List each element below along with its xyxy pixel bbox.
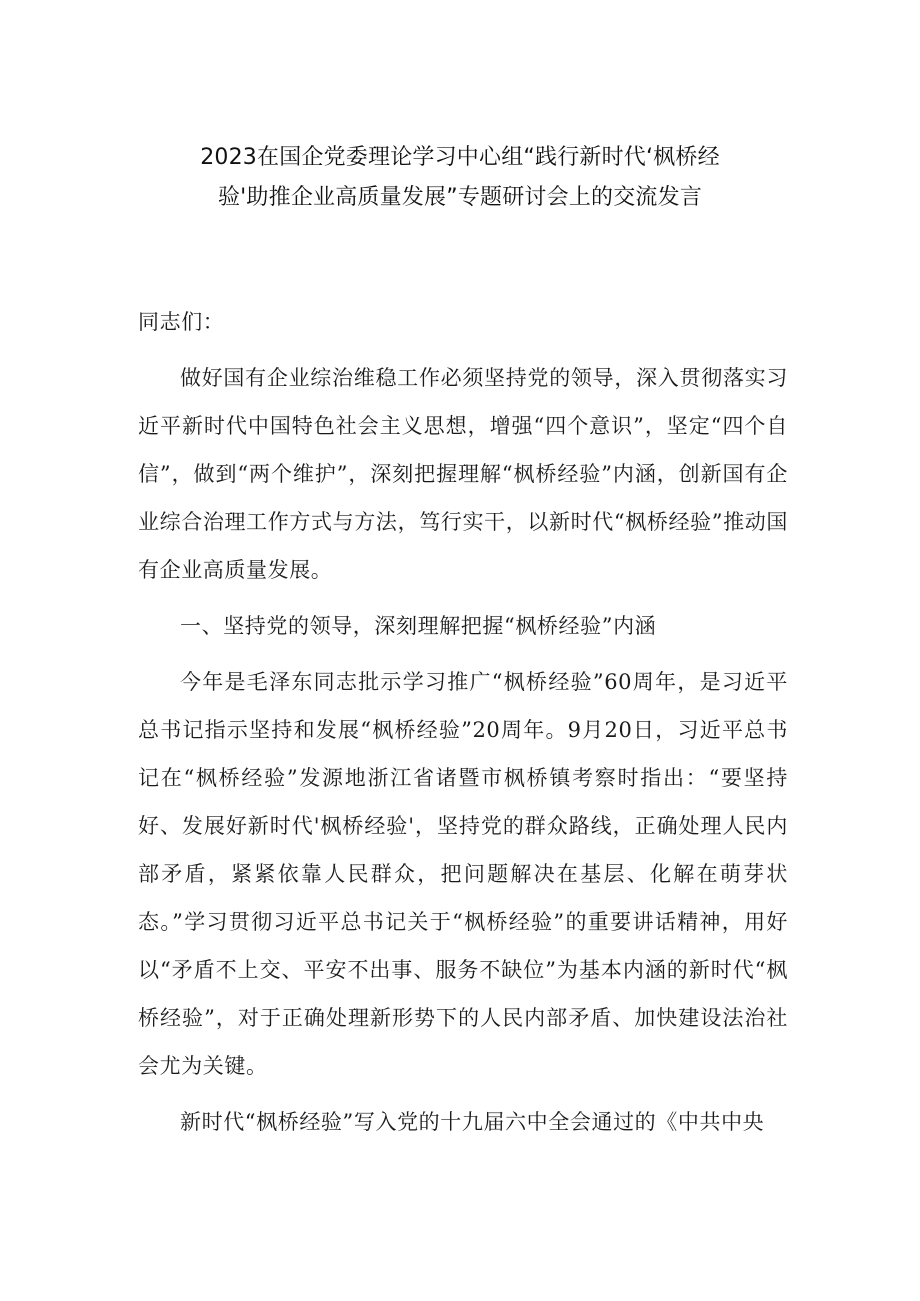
paragraph-fengqiao-anniversary: 今年是毛泽东同志批示学习推广“枫桥经验”60周年，是习近平总书记指示坚持和发展“枫桥经验”20周年。9月20日，习近平总书记在“枫桥经验”发源地浙江省诸暨市枫桥镇考察时指出：“要坚持好、发展好新时代'枫桥经验'，坚持党的群众路线，正确处理人民内部矛盾，紧紧依靠人民群众，把问题解决在基层、化解在萌芽状态。”学习贯彻习近平总书记关于“枫桥经验”的重要讲话精神，用好以“矛盾不上交、平安不出事、服务不缺位”为基本内涵的新时代“枫桥经验”，对于正确处理新形势下的人民内部矛盾、加快建设法治社会尤为关键。 xyxy=(138,670,788,1078)
section-heading-1: 一、坚持党的领导，深刻理解把握“枫桥经验”内涵 xyxy=(180,614,657,638)
document-title xyxy=(100,138,820,218)
paragraph-intro: 做好国有企业综治维稳工作必须坚持党的领导，深入贯彻落实习近平新时代中国特色社会主义思想，增强“四个意识”，坚定“四个自信”，做到“两个维护”，深刻把握理解“枫桥经验”内涵，创新国有企业综合治理工作方式与方法，笃行实干，以新时代“枫桥经验”推动国有企业高质量发展。 xyxy=(138,366,788,582)
title-line-1: 2023在国企党委理论学习中心组“践行新时代‘枫桥经 xyxy=(200,145,720,170)
title-line-2: 验'助推企业高质量发展”专题研讨会上的交流发言 xyxy=(217,185,703,210)
document-body xyxy=(138,298,788,1154)
paragraph-new-era: 新时代“枫桥经验”写入党的十九届六中全会通过的《中共中央 xyxy=(180,1110,765,1134)
salutation: 同志们： xyxy=(138,310,225,334)
